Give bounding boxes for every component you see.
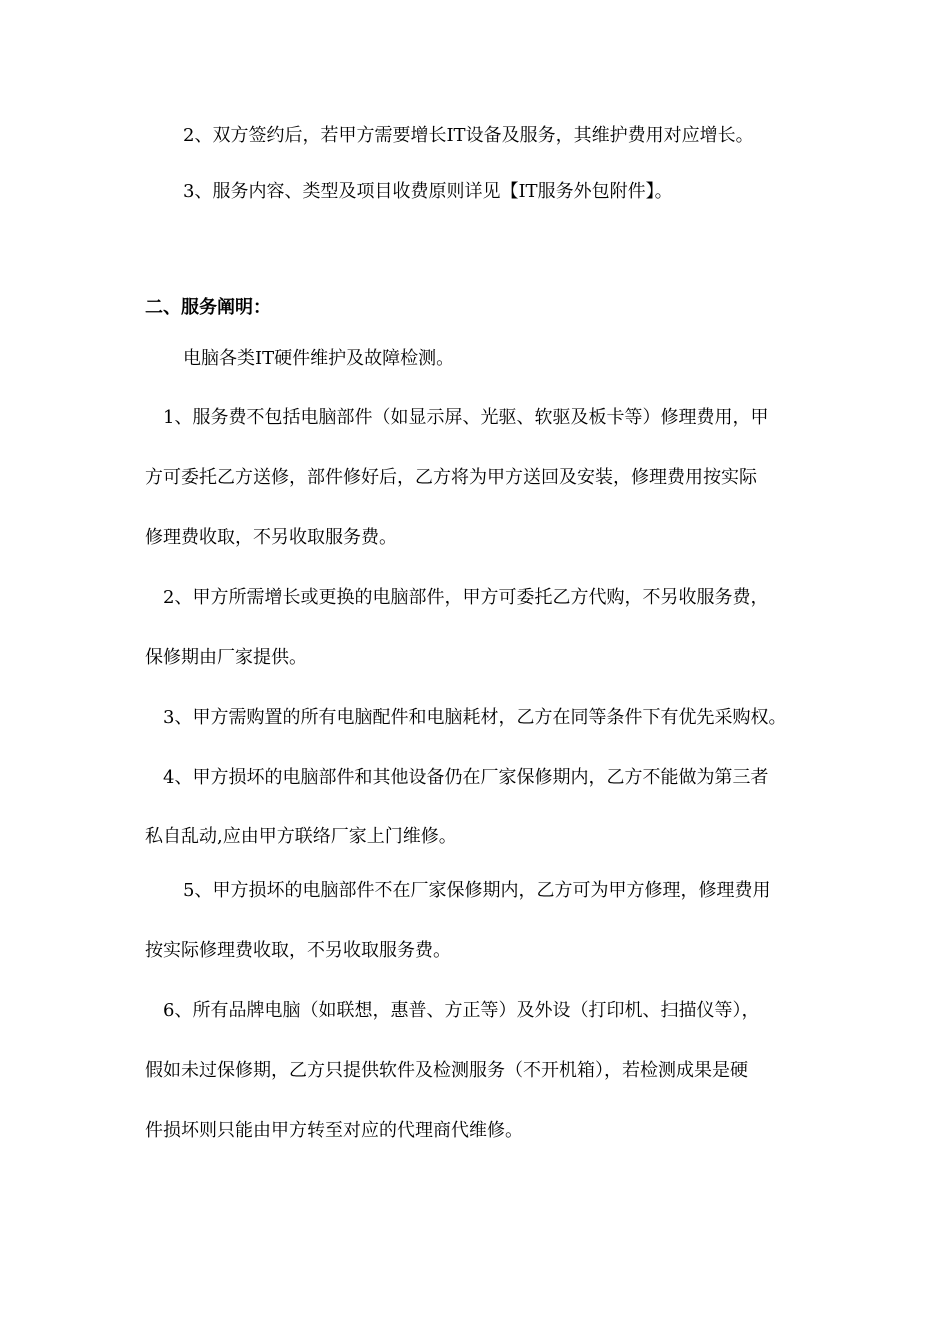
- item-2-line-2: 保修期由厂家提供。: [145, 647, 307, 668]
- section-heading: 二、服务阐明：: [145, 297, 271, 318]
- paragraph-intro-3: 3、服务内容、类型及项目收费原则详见【IT服务外包附件】。: [183, 181, 673, 202]
- item-6-line-1: 6、所有品牌电脑（如联想，惠普、方正等）及外设（打印机、扫描仪等），: [163, 1000, 760, 1021]
- item-4-line-1: 4、甲方损坏的电脑部件和其他设备仍在厂家保修期内，乙方不能做为第三者: [163, 767, 769, 788]
- item-1-line-2: 方可委托乙方送修，部件修好后，乙方将为甲方送回及安装，修理费用按实际: [145, 467, 757, 488]
- paragraph-intro-2: 2、双方签约后，若甲方需要增长IT设备及服务，其维护费用对应增长。: [183, 125, 754, 146]
- item-5-line-2: 按实际修理费收取，不另收取服务费。: [145, 940, 451, 961]
- item-4-line-2: 私自乱动,应由甲方联络厂家上门维修。: [145, 826, 457, 847]
- item-1-line-1: 1、服务费不包括电脑部件（如显示屏、光驱、软驱及板卡等）修理费用，甲: [163, 407, 769, 428]
- item-2-line-1: 2、甲方所需增长或更换的电脑部件，甲方可委托乙方代购，不另收服务费，: [163, 587, 769, 608]
- item-3-line-1: 3、甲方需购置的所有电脑配件和电脑耗材，乙方在同等条件下有优先采购权。: [163, 707, 787, 728]
- section-line-intro: 电脑各类IT硬件维护及故障检测。: [183, 348, 455, 369]
- item-6-line-3: 件损坏则只能由甲方转至对应的代理商代维修。: [145, 1120, 523, 1141]
- item-5-line-1: 5、甲方损坏的电脑部件不在厂家保修期内，乙方可为甲方修理，修理费用: [183, 880, 771, 901]
- item-1-line-3: 修理费收取，不另收取服务费。: [145, 527, 397, 548]
- item-6-line-2: 假如未过保修期，乙方只提供软件及检测服务（不开机箱），若检测成果是硬: [145, 1060, 748, 1081]
